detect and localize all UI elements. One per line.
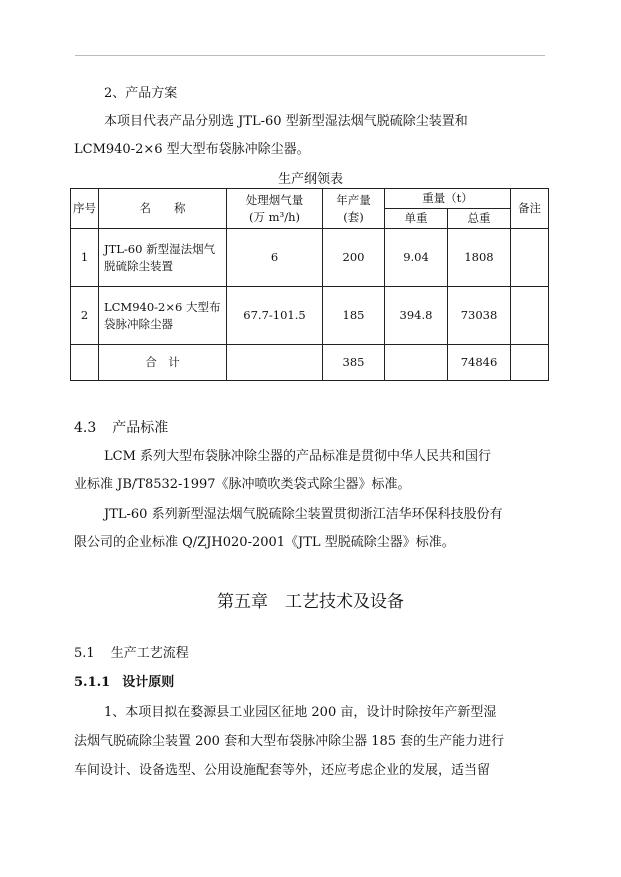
row-unit-weight: 9.04	[385, 229, 448, 287]
total-annual: 385	[323, 345, 385, 381]
section-4-3-p1-line2: 业标准 JB/T8532-1997《脉冲喷吹类袋式除尘器》标准。	[74, 477, 411, 492]
header-unit-weight: 单重	[385, 209, 448, 229]
row-annual: 200	[323, 229, 385, 287]
total-remark	[511, 345, 549, 381]
row-flow: 67.7-101.5	[227, 287, 323, 345]
row-total-weight: 1808	[448, 229, 511, 287]
section-5-1-1-heading: 5.1.1 设计原则	[74, 675, 175, 690]
table-row	[71, 287, 549, 345]
total-unit-weight	[385, 345, 448, 381]
row-remark	[511, 229, 549, 287]
final-para-line2: 法烟气脱硫除尘装置 200 套和大型布袋脉冲除尘器 185 套的生产能力进行	[74, 734, 505, 749]
row-index: 2	[71, 287, 99, 345]
row-name: LCM940-2×6 大型布袋脉冲除尘器	[99, 287, 227, 345]
header-weight: 重量（t）	[385, 189, 511, 209]
section-2-para-line2: LCM940-2×6 型大型布袋脉冲除尘器。	[74, 142, 310, 157]
total-label: 合 计	[99, 345, 227, 381]
header-annual: 年产量 (套)	[323, 189, 385, 229]
row-unit-weight: 394.8	[385, 287, 448, 345]
table-caption: 生产纲领表	[277, 172, 343, 187]
section-2-heading: 2、产品方案	[104, 86, 178, 101]
section-4-3-p2-line2: 限公司的企业标准 Q/ZJH020-2001《JTL 型脱硫除尘器》标准。	[74, 535, 455, 550]
table-total-row	[71, 345, 549, 381]
final-para-line3: 车间设计、设备选型、公用设施配套等外，还应考虑企业的发展，适当留	[74, 763, 491, 778]
header-name: 名 称	[99, 189, 227, 229]
header-remark: 备注	[511, 189, 549, 229]
row-remark	[511, 287, 549, 345]
section-5-1-heading: 5.1 生产工艺流程	[74, 646, 189, 661]
section-2-para-line1: 本项目代表产品分别选 JTL-60 型新型湿法烟气脱硫除尘装置和	[104, 114, 468, 129]
header-rule	[75, 55, 545, 56]
row-annual: 185	[323, 287, 385, 345]
section-4-3-p1-line1: LCM 系列大型布袋脉冲除尘器的产品标准是贯彻中华人民共和国行	[104, 449, 492, 464]
row-name: JTL-60 新型湿法烟气脱硫除尘装置	[99, 229, 227, 287]
chapter-title: 第五章 工艺技术及设备	[217, 592, 404, 612]
total-weight: 74846	[448, 345, 511, 381]
total-index	[71, 345, 99, 381]
row-flow: 6	[227, 229, 323, 287]
total-flow	[227, 345, 323, 381]
section-4-3-p2-line1: JTL-60 系列新型湿法烟气脱硫除尘装置贯彻浙江洁华环保科技股份有	[104, 507, 503, 522]
header-index: 序号	[71, 189, 99, 229]
header-total-weight: 总重	[448, 209, 511, 229]
production-table	[70, 188, 549, 381]
row-total-weight: 73038	[448, 287, 511, 345]
row-index: 1	[71, 229, 99, 287]
section-4-3-heading: 4.3 产品标准	[74, 420, 169, 436]
header-flow: 处理烟气量 (万 m³/h)	[227, 189, 323, 229]
table-row	[71, 229, 549, 287]
final-para-line1: 1、本项目拟在婺源县工业园区征地 200 亩，设计时除按年产新型湿	[104, 705, 497, 720]
